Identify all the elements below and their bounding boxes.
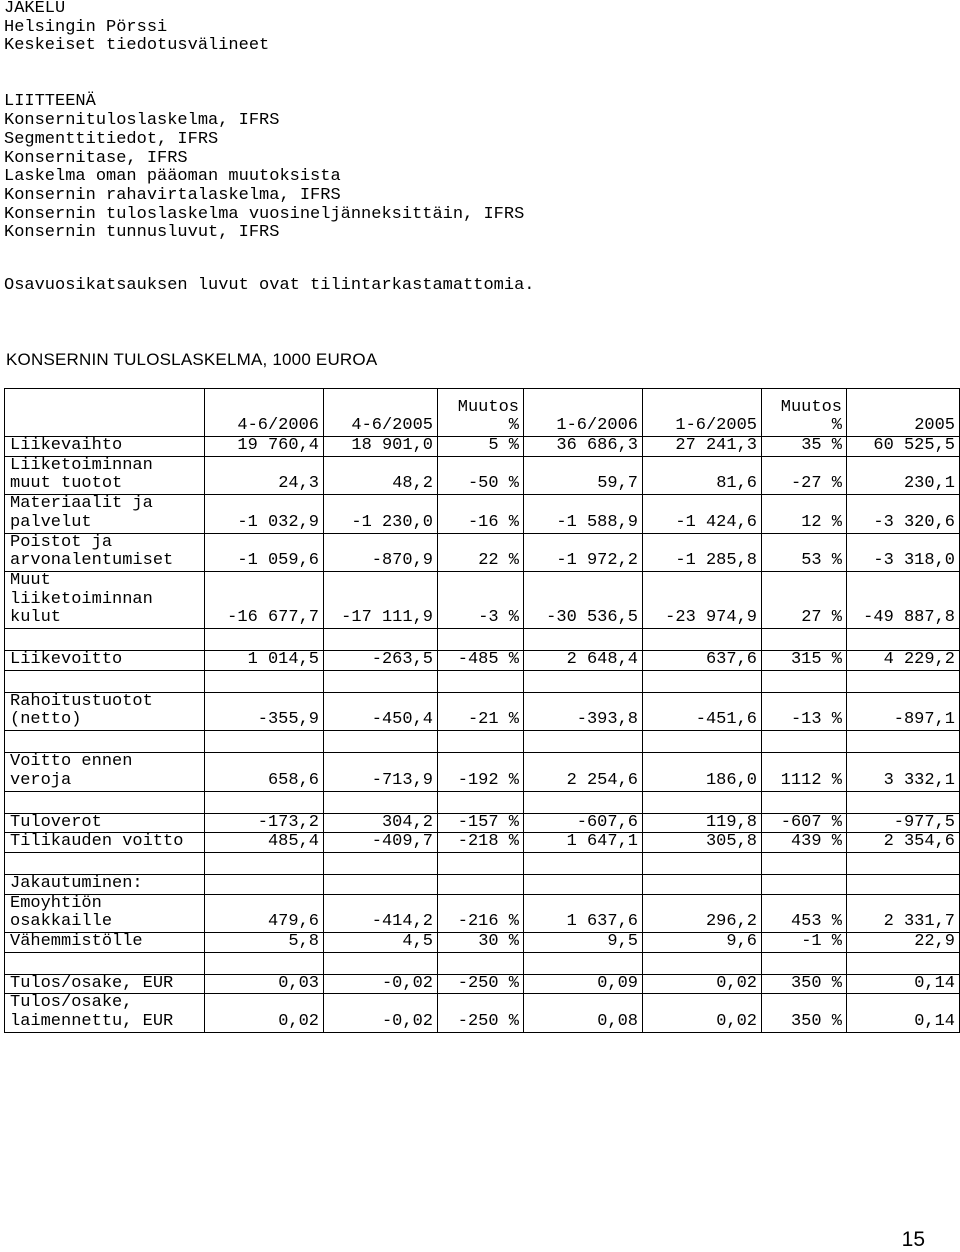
value-cell — [205, 852, 324, 874]
table-row — [5, 933, 960, 953]
value-cell: 27 241,3 — [643, 437, 762, 457]
value-cell — [524, 952, 643, 974]
value-cell: 22 % — [438, 533, 524, 571]
row-label: Tuloverot — [5, 813, 205, 833]
value-cell: -485 % — [438, 651, 524, 671]
value-cell: -409,7 — [324, 833, 438, 853]
table-row — [5, 994, 960, 1032]
value-cell: 4 229,2 — [847, 651, 960, 671]
value-cell: -0,02 — [324, 974, 438, 994]
value-cell: 439 % — [762, 833, 847, 853]
row-label: Tilikauden voitto — [5, 833, 205, 853]
statement-title: KONSERNIN TULOSLASKELMA, 1000 EUROA — [6, 350, 378, 369]
table-row — [5, 456, 960, 494]
value-cell — [643, 852, 762, 874]
table-row — [5, 731, 960, 753]
value-cell: -1 588,9 — [524, 495, 643, 533]
value-cell — [324, 670, 438, 692]
row-label — [5, 629, 205, 651]
column-header: Muutos % — [762, 389, 847, 437]
value-cell — [643, 629, 762, 651]
value-cell: 453 % — [762, 894, 847, 932]
value-cell — [762, 670, 847, 692]
row-label: Poistot ja arvonalentumiset — [5, 533, 205, 571]
value-cell — [324, 874, 438, 894]
value-cell — [847, 670, 960, 692]
value-cell: 27 % — [762, 571, 847, 628]
table-row — [5, 894, 960, 932]
value-cell: -414,2 — [324, 894, 438, 932]
row-label: Emoyhtiön osakkaille — [5, 894, 205, 932]
value-cell — [324, 852, 438, 874]
value-cell: 36 686,3 — [524, 437, 643, 457]
value-cell — [438, 629, 524, 651]
value-cell — [324, 952, 438, 974]
value-cell: 22,9 — [847, 933, 960, 953]
value-cell: 304,2 — [324, 813, 438, 833]
value-cell: -355,9 — [205, 692, 324, 730]
value-cell: 0,02 — [643, 974, 762, 994]
distribution-block — [4, 0, 524, 243]
value-cell — [847, 731, 960, 753]
value-cell — [847, 629, 960, 651]
value-cell: 0,14 — [847, 974, 960, 994]
attachment-item: Konsernin tuloslaskelma vuosineljänneksittäin, IFRS — [4, 204, 525, 224]
value-cell: -16 % — [438, 495, 524, 533]
unaudited-note: Osavuosikatsauksen luvut ovat tilintarkastamattomia. — [4, 276, 535, 295]
table-row — [5, 874, 960, 894]
value-cell: 2 648,4 — [524, 651, 643, 671]
value-cell: -450,4 — [324, 692, 438, 730]
value-cell — [643, 791, 762, 813]
value-cell — [524, 852, 643, 874]
value-cell: -3 318,0 — [847, 533, 960, 571]
attachment-item: Konsernituloslaskelma, IFRS — [4, 111, 280, 131]
value-cell — [205, 952, 324, 974]
distribution-line: Helsingin Pörssi — [4, 17, 168, 37]
value-cell — [847, 874, 960, 894]
row-label: Liikevoitto — [5, 651, 205, 671]
value-cell: -1 230,0 — [324, 495, 438, 533]
value-cell: 59,7 — [524, 456, 643, 494]
value-cell: -897,1 — [847, 692, 960, 730]
row-label — [5, 791, 205, 813]
value-cell: -1 972,2 — [524, 533, 643, 571]
value-cell — [324, 629, 438, 651]
value-cell: -393,8 — [524, 692, 643, 730]
value-cell: -17 111,9 — [324, 571, 438, 628]
value-cell: 315 % — [762, 651, 847, 671]
value-cell: -21 % — [438, 692, 524, 730]
value-cell: -157 % — [438, 813, 524, 833]
value-cell: 53 % — [762, 533, 847, 571]
column-header: 2005 — [847, 389, 960, 437]
value-cell: 9,5 — [524, 933, 643, 953]
value-cell — [205, 731, 324, 753]
value-cell: 186,0 — [643, 753, 762, 791]
row-label — [5, 670, 205, 692]
value-cell: -0,02 — [324, 994, 438, 1032]
row-label: Tulos/osake, EUR — [5, 974, 205, 994]
row-label — [5, 731, 205, 753]
table-row — [5, 571, 960, 628]
value-cell — [438, 952, 524, 974]
value-cell — [438, 731, 524, 753]
row-label: Voitto ennen veroja — [5, 753, 205, 791]
value-cell — [205, 670, 324, 692]
value-cell — [762, 952, 847, 974]
value-cell: 5 % — [438, 437, 524, 457]
attachment-item: Konsernitase, IFRS — [4, 148, 188, 168]
value-cell: -13 % — [762, 692, 847, 730]
value-cell: -607,6 — [524, 813, 643, 833]
attachment-item: Laskelma oman pääoman muutoksista — [4, 167, 341, 187]
value-cell — [205, 874, 324, 894]
table-row — [5, 753, 960, 791]
value-cell: 0,02 — [205, 994, 324, 1032]
value-cell: -3 320,6 — [847, 495, 960, 533]
value-cell: -27 % — [762, 456, 847, 494]
value-cell: 658,6 — [205, 753, 324, 791]
value-cell — [762, 874, 847, 894]
table-row — [5, 852, 960, 874]
value-cell: -1 032,9 — [205, 495, 324, 533]
table-row — [5, 495, 960, 533]
value-cell: 81,6 — [643, 456, 762, 494]
row-label: Materiaalit ja palvelut — [5, 495, 205, 533]
table-row — [5, 670, 960, 692]
value-cell — [643, 670, 762, 692]
value-cell: 2 331,7 — [847, 894, 960, 932]
value-cell: 30 % — [438, 933, 524, 953]
attachment-item: Segmenttitiedot, IFRS — [4, 129, 219, 149]
row-label: Tulos/osake, laimennettu, EUR — [5, 994, 205, 1032]
value-cell: 19 760,4 — [205, 437, 324, 457]
row-label: Vähemmistölle — [5, 933, 205, 953]
value-cell: 2 354,6 — [847, 833, 960, 853]
value-cell: 12 % — [762, 495, 847, 533]
table-header-row — [5, 389, 960, 437]
value-cell: -49 887,8 — [847, 571, 960, 628]
value-cell: 350 % — [762, 974, 847, 994]
table-row — [5, 651, 960, 671]
value-cell: -977,5 — [847, 813, 960, 833]
value-cell: -451,6 — [643, 692, 762, 730]
table-row — [5, 952, 960, 974]
value-cell — [643, 874, 762, 894]
value-cell: -1 285,8 — [643, 533, 762, 571]
value-cell — [847, 852, 960, 874]
value-cell: 4,5 — [324, 933, 438, 953]
value-cell — [524, 731, 643, 753]
value-cell — [524, 629, 643, 651]
page-number: 15 — [901, 1228, 925, 1251]
value-cell: 1 637,6 — [524, 894, 643, 932]
value-cell — [847, 791, 960, 813]
column-header: 4-6/2006 — [205, 389, 324, 437]
value-cell: 35 % — [762, 437, 847, 457]
value-cell: 60 525,5 — [847, 437, 960, 457]
value-cell: 24,3 — [205, 456, 324, 494]
value-cell: 2 254,6 — [524, 753, 643, 791]
value-cell — [762, 629, 847, 651]
table-row — [5, 974, 960, 994]
value-cell: 18 901,0 — [324, 437, 438, 457]
value-cell: 1 014,5 — [205, 651, 324, 671]
column-header: 1-6/2005 — [643, 389, 762, 437]
value-cell: 48,2 — [324, 456, 438, 494]
row-label: Jakautuminen: — [5, 874, 205, 894]
row-label — [5, 952, 205, 974]
attachment-item: Konsernin rahavirtalaskelma, IFRS — [4, 185, 341, 205]
table-row — [5, 833, 960, 853]
column-header: Muutos % — [438, 389, 524, 437]
value-cell — [524, 670, 643, 692]
table-row — [5, 533, 960, 571]
value-cell: 0,03 — [205, 974, 324, 994]
value-cell — [762, 791, 847, 813]
column-header: 4-6/2005 — [324, 389, 438, 437]
value-cell: -713,9 — [324, 753, 438, 791]
column-header — [5, 389, 205, 437]
value-cell: 119,8 — [643, 813, 762, 833]
value-cell — [524, 874, 643, 894]
value-cell — [324, 731, 438, 753]
row-label: Muut liiketoiminnan kulut — [5, 571, 205, 628]
table-row — [5, 692, 960, 730]
value-cell: -216 % — [438, 894, 524, 932]
value-cell: -250 % — [438, 994, 524, 1032]
value-cell — [324, 791, 438, 813]
distribution-line: JAKELU — [4, 0, 66, 18]
value-cell: 0,08 — [524, 994, 643, 1032]
value-cell — [762, 852, 847, 874]
value-cell: 1 647,1 — [524, 833, 643, 853]
value-cell: -50 % — [438, 456, 524, 494]
value-cell: 0,02 — [643, 994, 762, 1032]
value-cell: 479,6 — [205, 894, 324, 932]
table-row — [5, 791, 960, 813]
distribution-line: Keskeiset tiedotusvälineet — [4, 36, 270, 56]
row-label: Rahoitustuotot (netto) — [5, 692, 205, 730]
value-cell — [438, 874, 524, 894]
value-cell: 296,2 — [643, 894, 762, 932]
value-cell — [847, 952, 960, 974]
value-cell — [438, 670, 524, 692]
value-cell: -23 974,9 — [643, 571, 762, 628]
attachment-item: Konsernin tunnusluvut, IFRS — [4, 223, 280, 243]
value-cell: -1 059,6 — [205, 533, 324, 571]
income-statement-table — [4, 388, 960, 1033]
value-cell: -1 424,6 — [643, 495, 762, 533]
value-cell: -16 677,7 — [205, 571, 324, 628]
column-header: 1-6/2006 — [524, 389, 643, 437]
table-row — [5, 813, 960, 833]
value-cell: -30 536,5 — [524, 571, 643, 628]
value-cell: -192 % — [438, 753, 524, 791]
value-cell: 0,14 — [847, 994, 960, 1032]
value-cell — [438, 852, 524, 874]
attachments-heading: LIITTEENÄ — [4, 92, 96, 112]
value-cell — [438, 791, 524, 813]
value-cell: 305,8 — [643, 833, 762, 853]
table-row — [5, 629, 960, 651]
value-cell: 0,09 — [524, 974, 643, 994]
value-cell: 1112 % — [762, 753, 847, 791]
value-cell: 3 332,1 — [847, 753, 960, 791]
value-cell: 350 % — [762, 994, 847, 1032]
row-label: Liiketoiminnan muut tuotot — [5, 456, 205, 494]
value-cell: -250 % — [438, 974, 524, 994]
value-cell — [205, 791, 324, 813]
value-cell: -870,9 — [324, 533, 438, 571]
row-label: Liikevaihto — [5, 437, 205, 457]
value-cell: -173,2 — [205, 813, 324, 833]
value-cell — [205, 629, 324, 651]
value-cell: 485,4 — [205, 833, 324, 853]
value-cell — [524, 791, 643, 813]
row-label — [5, 852, 205, 874]
value-cell: -607 % — [762, 813, 847, 833]
value-cell: -3 % — [438, 571, 524, 628]
value-cell: 230,1 — [847, 456, 960, 494]
value-cell — [762, 731, 847, 753]
value-cell — [643, 731, 762, 753]
value-cell: -1 % — [762, 933, 847, 953]
value-cell: 5,8 — [205, 933, 324, 953]
value-cell: -218 % — [438, 833, 524, 853]
table-row — [5, 437, 960, 457]
value-cell — [643, 952, 762, 974]
value-cell: -263,5 — [324, 651, 438, 671]
value-cell: 9,6 — [643, 933, 762, 953]
value-cell: 637,6 — [643, 651, 762, 671]
